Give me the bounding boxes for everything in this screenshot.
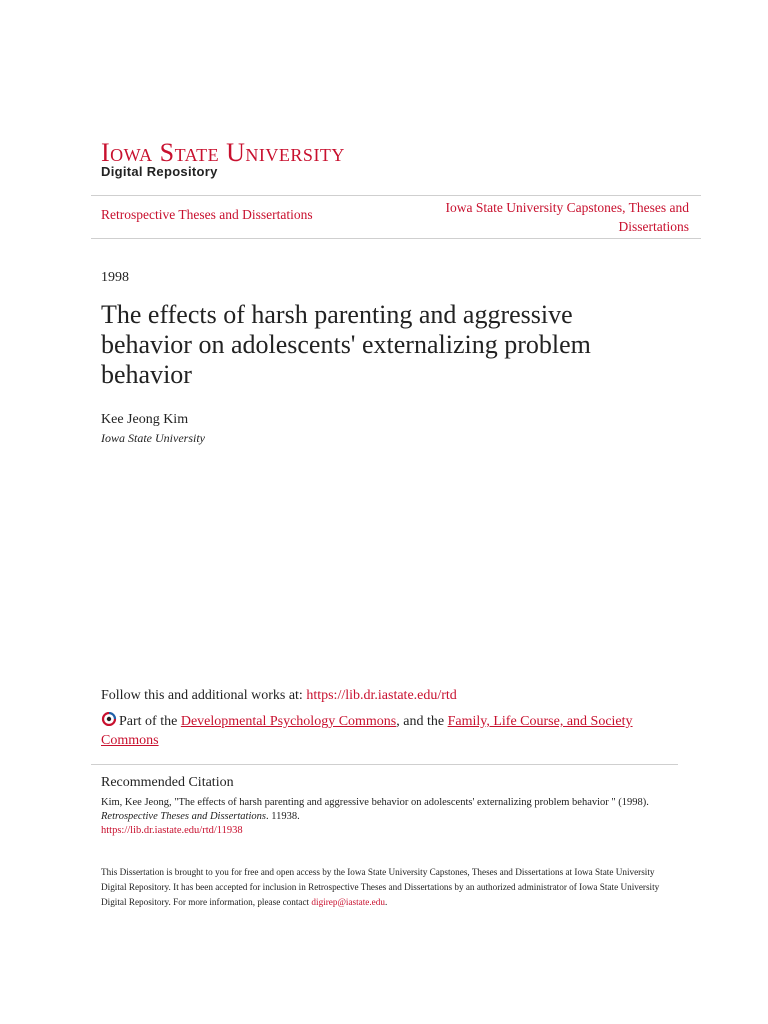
contact-email-link[interactable]: digirep@iastate.edu bbox=[311, 897, 385, 907]
series-link-capstones[interactable]: Iowa State University Capstones, Theses and Dissertations bbox=[445, 200, 689, 234]
footer-end: . bbox=[384, 897, 388, 907]
author-name: Kee Jeong Kim bbox=[101, 412, 189, 427]
follow-url-link[interactable]: https://lib.dr.iastate.edu/rtd bbox=[306, 688, 457, 703]
citation-series: Retrospective Theses and Dissertations bbox=[101, 811, 266, 822]
top-divider bbox=[91, 195, 701, 196]
citation-body bbox=[101, 796, 661, 838]
citation-url-link[interactable]: https://lib.dr.iastate.edu/rtd/11938 bbox=[101, 825, 243, 836]
follow-prefix: Follow this and additional works at: bbox=[101, 688, 307, 703]
footer-text: This Dissertation is brought to you for free and open access by the Iowa State University Capstones, Theses and Dissertations at Iowa State University Digital Repository. It has been accepted for inclusion in Retrospective Theses and Dissertations by an authorized administrator of Iowa State University Digital Repository. For more information, please contact bbox=[101, 867, 660, 907]
author-affiliation: Iowa State University bbox=[101, 431, 205, 445]
citation-heading: Recommended Citation bbox=[101, 775, 234, 790]
family-life-course-commons-link[interactable]: Family, Life Course, and Society Commons bbox=[101, 714, 633, 748]
citation-line: Kim, Kee Jeong, "The effects of harsh parenting and aggressive behavior on adolescents' externalizing problem behavior " (1998). bbox=[101, 797, 649, 808]
publication-year: 1998 bbox=[101, 270, 129, 285]
document-title: The effects of harsh parenting and aggressive behavior on adolescents' externalizing problem behavior bbox=[101, 300, 591, 389]
citation-divider bbox=[91, 764, 678, 765]
open-access-icon bbox=[101, 712, 117, 726]
series-bottom-divider bbox=[91, 238, 701, 239]
series-link-retrospective[interactable]: Retrospective Theses and Dissertations bbox=[101, 207, 313, 222]
footer-notice bbox=[101, 865, 671, 910]
part-of-middle: , and the bbox=[396, 714, 448, 729]
citation-number: . 11938. bbox=[265, 811, 300, 822]
developmental-psychology-commons-link[interactable]: Developmental Psychology Commons bbox=[180, 714, 397, 729]
part-of-line bbox=[101, 712, 661, 750]
repository-logo-subtitle: Digital Repository bbox=[101, 164, 218, 179]
university-logo-title: Iowa State University bbox=[101, 138, 345, 167]
part-of-prefix: Part of the bbox=[119, 714, 181, 729]
follow-line bbox=[101, 688, 457, 704]
